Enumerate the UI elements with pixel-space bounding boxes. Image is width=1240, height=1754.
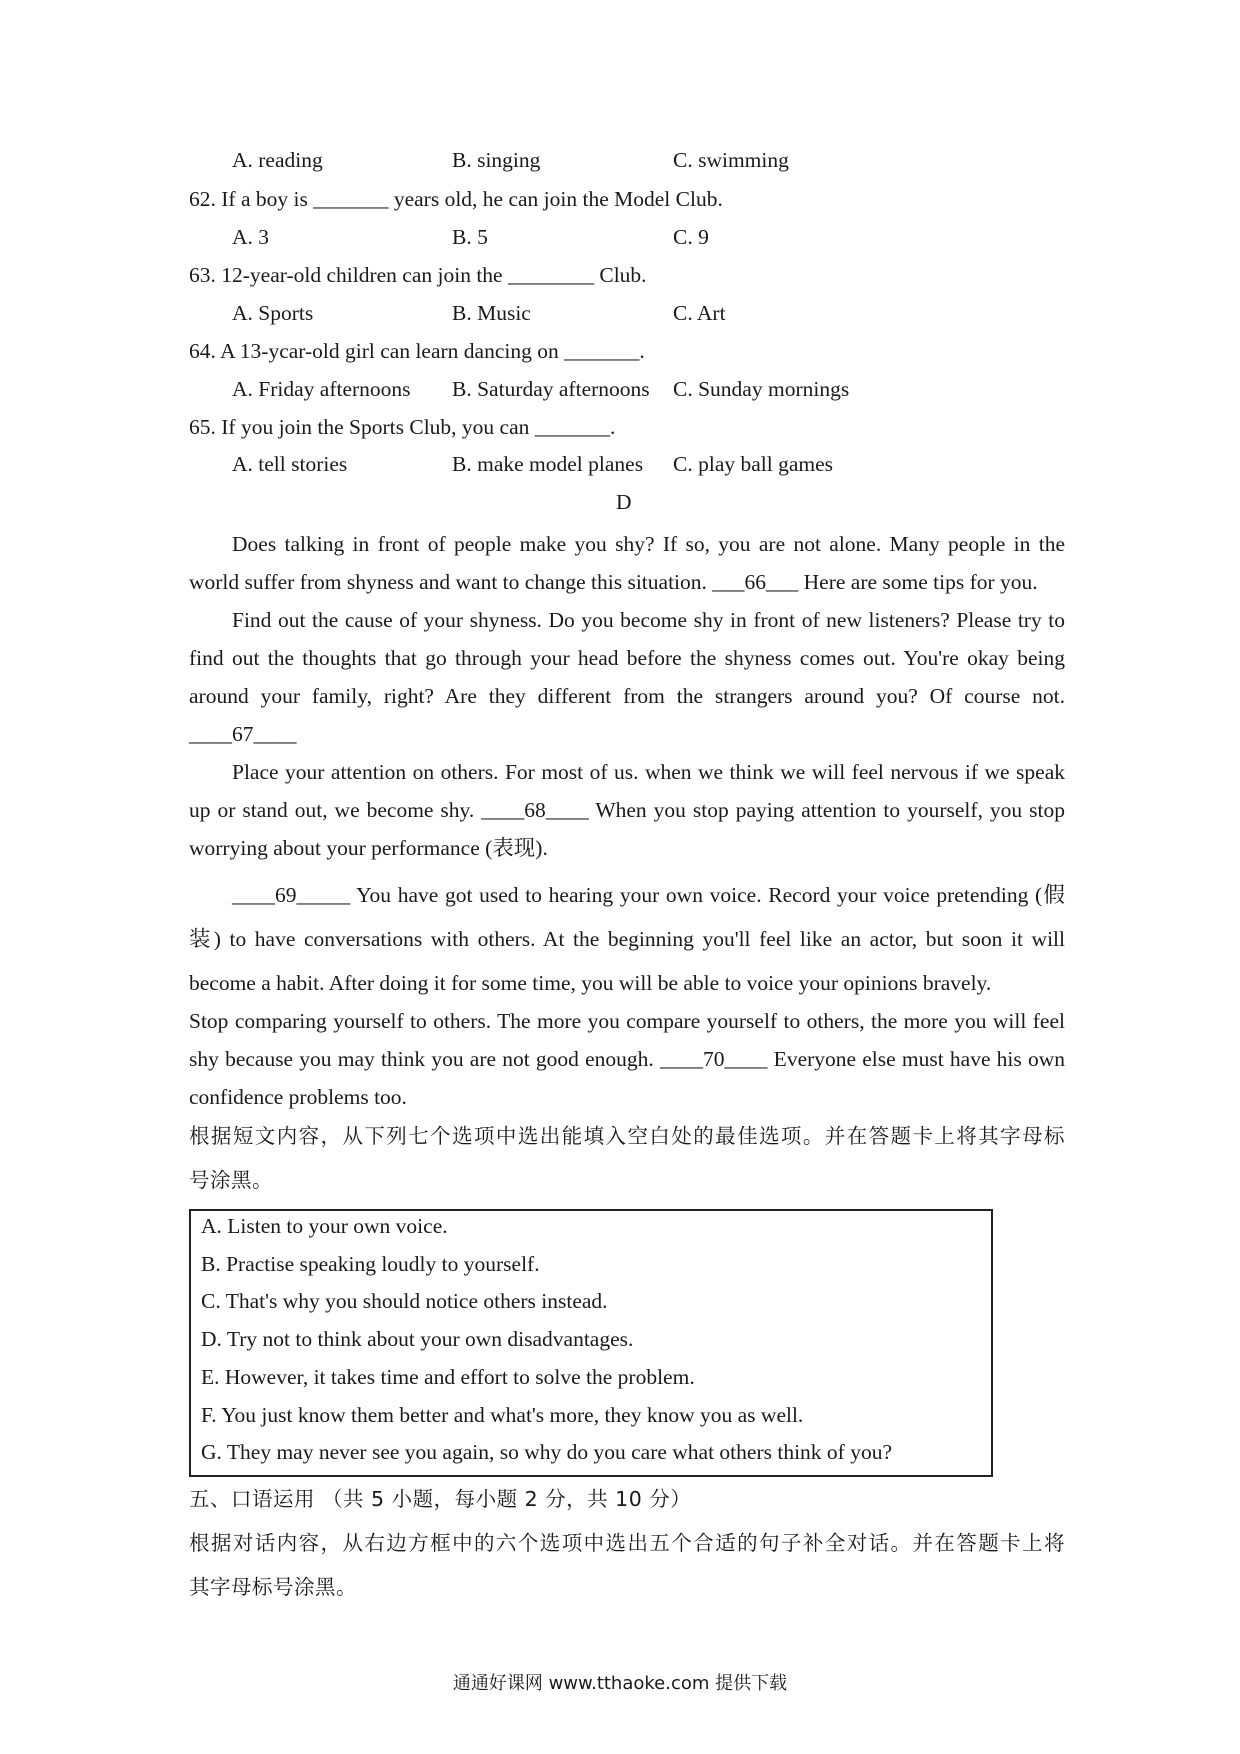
q62-option-b: B. 5 [452, 225, 488, 249]
instruction-d [189, 1114, 1065, 1202]
choice-b: B. Practise speaking loudly to yourself. [201, 1252, 540, 1276]
instruction-line: 其字母标号涂黑。 [189, 1575, 357, 1599]
q65-stem: 65. If you join the Sports Club, you can _______. [189, 415, 616, 439]
q61-option-c: C. swimming [673, 148, 789, 172]
choice-d: D. Try not to think about your own disadvantages. [201, 1327, 634, 1351]
q63-option-a: A. Sports [232, 301, 314, 325]
choices-box [189, 1209, 993, 1477]
passage-line: confidence problems too. [189, 1085, 407, 1109]
section-d-title: D [616, 490, 632, 514]
instruction-line: 根据对话内容，从右边方框中的六个选项中选出五个合适的句子补全对话。并在答题卡上将 [189, 1531, 1065, 1555]
passage-line: up or stand out, we become shy. ____68____ When you stop paying attention to yourself, you stop [189, 798, 1065, 822]
passage-paragraph-1 [189, 525, 1065, 601]
passage-line: Find out the cause of your shyness. Do you become shy in front of new listeners? Please try to [232, 608, 1065, 632]
passage-line: around your family, right? Are they different from the strangers around you? Of course not. [189, 684, 1065, 708]
choice-a: A. Listen to your own voice. [201, 1214, 448, 1238]
q64-option-a: A. Friday afternoons [232, 377, 411, 401]
passage-line: become a habit. After doing it for some time, you will be able to voice your opinions bravely. [189, 971, 992, 995]
passage-line: 装) to have conversations with others. At the beginning you'll feel like an actor, but soon it will [189, 927, 1065, 951]
passage-line: Stop comparing yourself to others. The more you compare yourself to others, the more you will feel [189, 1009, 1065, 1033]
q65-option-b: B. make model planes [452, 452, 644, 476]
passage-line: ____69_____ You have got used to hearing your own voice. Record your voice pretending (假 [232, 883, 1065, 907]
passage-line: world suffer from shyness and want to change this situation. ___66___ Here are some tips for you. [189, 570, 1038, 594]
q64-option-b: B. Saturday afternoons [452, 377, 650, 401]
choice-c: C. That's why you should notice others instead. [201, 1289, 608, 1313]
q63-option-c: C. Art [673, 301, 726, 325]
choice-e: E. However, it takes time and effort to solve the problem. [201, 1365, 695, 1389]
q62-option-c: C. 9 [673, 225, 709, 249]
instruction-line: 号涂黑。 [189, 1168, 273, 1192]
passage-line: Does talking in front of people make you shy? If so, you are not alone. Many people in the [232, 532, 1065, 556]
section-5-title: 五、口语运用 （共 5 小题，每小题 2 分，共 10 分） [189, 1487, 692, 1511]
instruction-5 [189, 1521, 1065, 1609]
choice-f: F. You just know them better and what's more, they know you as well. [201, 1403, 804, 1427]
passage-line: find out the thoughts that go through your head before the shyness comes out. You're okay being [189, 646, 1065, 670]
q65-option-c: C. play ball games [673, 452, 834, 476]
passage-line: Place your attention on others. For most of us. when we think we will feel nervous if we speak [232, 760, 1065, 784]
q64-option-c: C. Sunday mornings [673, 377, 850, 401]
q64-stem: 64. A 13-ycar-old girl can learn dancing on _______. [189, 339, 645, 363]
q62-stem: 62. If a boy is _______ years old, he can join the Model Club. [189, 187, 723, 211]
passage-paragraph-3 [189, 753, 1065, 867]
passage-line: ____67____ [189, 722, 297, 746]
passage-paragraph-4 [189, 873, 1065, 1005]
q62-option-a: A. 3 [232, 225, 270, 249]
passage-line: worrying about your performance (表现). [189, 836, 548, 860]
q63-option-b: B. Music [452, 301, 531, 325]
page-footer: 通通好课网 www.tthaoke.com 提供下载 [452, 1673, 788, 1694]
passage-paragraph-2 [189, 601, 1065, 753]
choice-g: G. They may never see you again, so why do you care what others think of you? [201, 1440, 893, 1464]
q63-stem: 63. 12-year-old children can join the ________ Club. [189, 263, 647, 287]
q61-option-a: A. reading [232, 148, 323, 172]
instruction-line: 根据短文内容，从下列七个选项中选出能填入空白处的最佳选项。并在答题卡上将其字母标 [189, 1124, 1065, 1148]
q61-option-b: B. singing [452, 148, 541, 172]
passage-line: shy because you may think you are not good enough. ____70____ Everyone else must have his own [189, 1047, 1065, 1071]
q65-option-a: A. tell stories [232, 452, 348, 476]
passage-paragraph-5 [189, 1002, 1065, 1116]
